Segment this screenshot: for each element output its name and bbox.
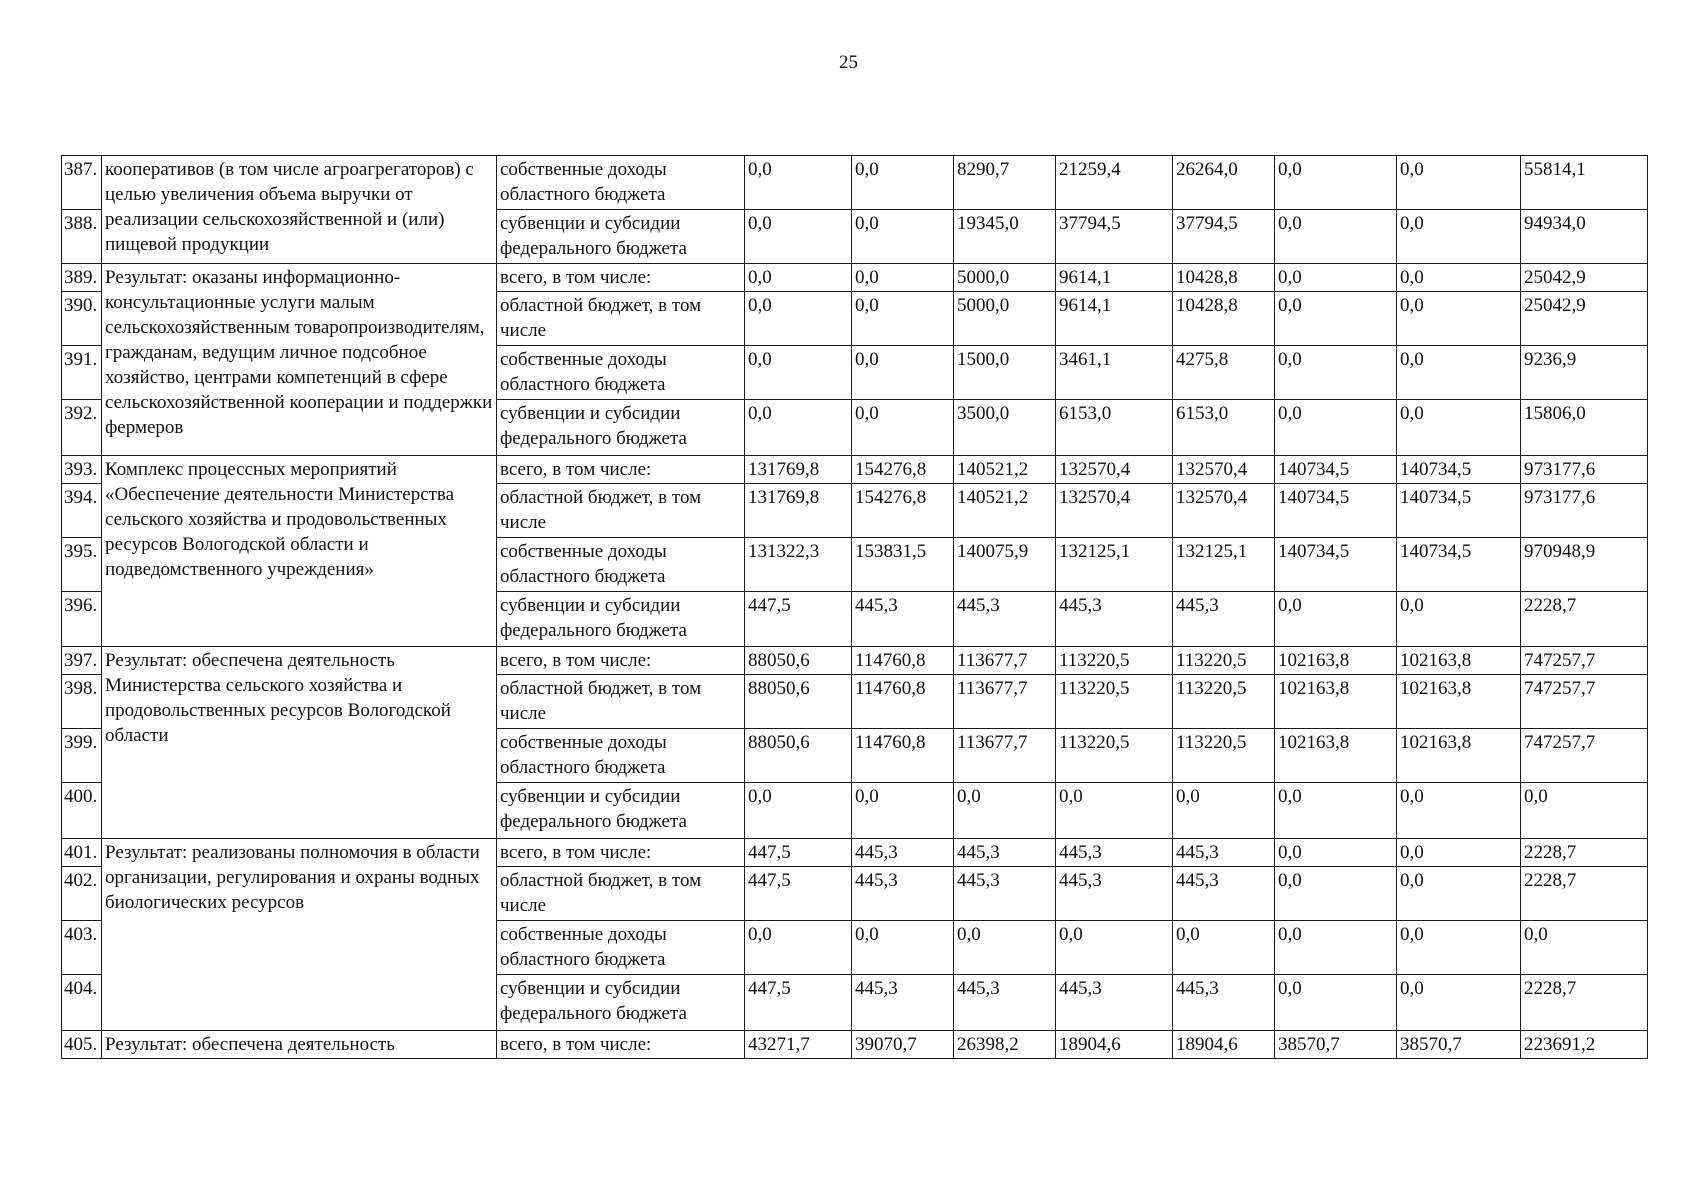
- total-cell: 25042,9: [1521, 264, 1648, 292]
- row-number: 390.: [62, 292, 102, 346]
- value-cell: 0,0: [1275, 839, 1397, 867]
- table-row: [62, 839, 1648, 867]
- value-cell: 9614,1: [1056, 264, 1173, 292]
- value-cell: 132570,4: [1173, 484, 1275, 538]
- value-cell: 132570,4: [1056, 456, 1173, 484]
- value-cell: 26264,0: [1173, 156, 1275, 210]
- value-cell: 140734,5: [1275, 484, 1397, 538]
- row-number: 405.: [62, 1031, 102, 1059]
- value-cell: 154276,8: [852, 484, 954, 538]
- value-cell: 0,0: [1397, 975, 1521, 1031]
- value-cell: 0,0: [1275, 592, 1397, 647]
- value-cell: 445,3: [852, 975, 954, 1031]
- value-cell: 102163,8: [1397, 675, 1521, 729]
- value-cell: 102163,8: [1275, 675, 1397, 729]
- value-cell: 0,0: [1056, 921, 1173, 975]
- value-cell: 0,0: [1275, 210, 1397, 264]
- value-cell: 0,0: [1397, 400, 1521, 456]
- value-cell: 0,0: [745, 346, 852, 400]
- value-cell: 0,0: [1397, 839, 1521, 867]
- value-cell: 445,3: [954, 867, 1056, 921]
- value-cell: 102163,8: [1397, 729, 1521, 783]
- value-cell: 18904,6: [1056, 1031, 1173, 1059]
- funding-source: собственные доходы областного бюджета: [497, 729, 745, 783]
- value-cell: 0,0: [954, 783, 1056, 839]
- group-description: Результат: реализованы полномочия в области организации, регулирования и охраны водных биологических ресурсов: [102, 839, 497, 1031]
- value-cell: 10428,8: [1173, 264, 1275, 292]
- value-cell: 447,5: [745, 975, 852, 1031]
- table-row: [62, 156, 1648, 210]
- value-cell: 113220,5: [1056, 647, 1173, 675]
- value-cell: 0,0: [852, 210, 954, 264]
- value-cell: 445,3: [852, 867, 954, 921]
- value-cell: 102163,8: [1275, 729, 1397, 783]
- row-number: 398.: [62, 675, 102, 729]
- value-cell: 21259,4: [1056, 156, 1173, 210]
- table-row: [62, 647, 1648, 675]
- value-cell: 445,3: [1173, 839, 1275, 867]
- value-cell: 132125,1: [1173, 538, 1275, 592]
- row-number: 403.: [62, 921, 102, 975]
- value-cell: 0,0: [745, 156, 852, 210]
- value-cell: 447,5: [745, 867, 852, 921]
- row-number: 400.: [62, 783, 102, 839]
- value-cell: 445,3: [954, 975, 1056, 1031]
- funding-source: субвенции и субсидии федерального бюджета: [497, 210, 745, 264]
- row-number: 399.: [62, 729, 102, 783]
- value-cell: 113220,5: [1173, 675, 1275, 729]
- value-cell: 3500,0: [954, 400, 1056, 456]
- value-cell: 0,0: [1397, 210, 1521, 264]
- total-cell: 223691,2: [1521, 1031, 1648, 1059]
- value-cell: 132570,4: [1173, 456, 1275, 484]
- value-cell: 3461,1: [1056, 346, 1173, 400]
- value-cell: 0,0: [1275, 292, 1397, 346]
- table-row: [62, 456, 1648, 484]
- value-cell: 0,0: [852, 346, 954, 400]
- value-cell: 0,0: [1397, 867, 1521, 921]
- group-description: Результат: обеспечена деятельность Министерства сельского хозяйства и продовольственных ресурсов Вологодской области: [102, 647, 497, 839]
- value-cell: 445,3: [1056, 592, 1173, 647]
- value-cell: 0,0: [1397, 264, 1521, 292]
- total-cell: 2228,7: [1521, 839, 1648, 867]
- total-cell: 747257,7: [1521, 647, 1648, 675]
- row-number: 392.: [62, 400, 102, 456]
- total-cell: 2228,7: [1521, 975, 1648, 1031]
- total-cell: 9236,9: [1521, 346, 1648, 400]
- value-cell: 88050,6: [745, 675, 852, 729]
- value-cell: 445,3: [1173, 975, 1275, 1031]
- value-cell: 102163,8: [1275, 647, 1397, 675]
- value-cell: 0,0: [1173, 783, 1275, 839]
- group-description: Результат: обеспечена деятельность: [102, 1031, 497, 1059]
- funding-source: всего, в том числе:: [497, 647, 745, 675]
- row-number: 394.: [62, 484, 102, 538]
- value-cell: 0,0: [1397, 592, 1521, 647]
- funding-source: собственные доходы областного бюджета: [497, 156, 745, 210]
- value-cell: 19345,0: [954, 210, 1056, 264]
- funding-source: всего, в том числе:: [497, 456, 745, 484]
- row-number: 395.: [62, 538, 102, 592]
- value-cell: 0,0: [1173, 921, 1275, 975]
- value-cell: 131769,8: [745, 484, 852, 538]
- value-cell: 140734,5: [1397, 456, 1521, 484]
- group-description: Результат: оказаны информационно-консультационные услуги малым сельскохозяйственным товаропроизводителям, гражданам, ведущим личное подсобное хозяйство, центрами компетенций в сфере сельскохозяйственной кооперации и поддержки фермеров: [102, 264, 497, 456]
- value-cell: 102163,8: [1397, 647, 1521, 675]
- value-cell: 140734,5: [1275, 456, 1397, 484]
- page-number: 25: [839, 52, 858, 73]
- value-cell: 10428,8: [1173, 292, 1275, 346]
- value-cell: 445,3: [1056, 975, 1173, 1031]
- funding-source: всего, в том числе:: [497, 1031, 745, 1059]
- row-number: 402.: [62, 867, 102, 921]
- value-cell: 445,3: [954, 839, 1056, 867]
- value-cell: 445,3: [1173, 592, 1275, 647]
- funding-source: собственные доходы областного бюджета: [497, 346, 745, 400]
- value-cell: 114760,8: [852, 647, 954, 675]
- funding-source: всего, в том числе:: [497, 839, 745, 867]
- funding-source: субвенции и субсидии федерального бюджета: [497, 400, 745, 456]
- value-cell: 132570,4: [1056, 484, 1173, 538]
- value-cell: 131769,8: [745, 456, 852, 484]
- value-cell: 1500,0: [954, 346, 1056, 400]
- funding-source: субвенции и субсидии федерального бюджета: [497, 592, 745, 647]
- value-cell: 0,0: [745, 264, 852, 292]
- value-cell: 447,5: [745, 839, 852, 867]
- funding-source: областной бюджет, в том числе: [497, 292, 745, 346]
- funding-source: областной бюджет, в том числе: [497, 484, 745, 538]
- row-number: 387.: [62, 156, 102, 210]
- value-cell: 140734,5: [1397, 484, 1521, 538]
- funding-source: собственные доходы областного бюджета: [497, 538, 745, 592]
- value-cell: 0,0: [1397, 783, 1521, 839]
- total-cell: 747257,7: [1521, 729, 1648, 783]
- value-cell: 5000,0: [954, 264, 1056, 292]
- total-cell: 0,0: [1521, 783, 1648, 839]
- value-cell: 88050,6: [745, 647, 852, 675]
- value-cell: 445,3: [852, 592, 954, 647]
- group-description: кооперативов (в том числе агроагрегаторов) с целью увеличения объема выручки от реализации сельскохозяйственной и (или) пищевой продукции: [102, 156, 497, 264]
- value-cell: 6153,0: [1056, 400, 1173, 456]
- value-cell: 154276,8: [852, 456, 954, 484]
- value-cell: 0,0: [1275, 867, 1397, 921]
- row-number: 389.: [62, 264, 102, 292]
- value-cell: 0,0: [745, 783, 852, 839]
- value-cell: 447,5: [745, 592, 852, 647]
- value-cell: 38570,7: [1275, 1031, 1397, 1059]
- value-cell: 37794,5: [1173, 210, 1275, 264]
- total-cell: 25042,9: [1521, 292, 1648, 346]
- row-number: 391.: [62, 346, 102, 400]
- value-cell: 0,0: [1056, 783, 1173, 839]
- value-cell: 0,0: [745, 400, 852, 456]
- row-number: 396.: [62, 592, 102, 647]
- total-cell: 747257,7: [1521, 675, 1648, 729]
- value-cell: 153831,5: [852, 538, 954, 592]
- value-cell: 0,0: [1275, 400, 1397, 456]
- total-cell: 94934,0: [1521, 210, 1648, 264]
- value-cell: 26398,2: [954, 1031, 1056, 1059]
- total-cell: 15806,0: [1521, 400, 1648, 456]
- total-cell: 973177,6: [1521, 484, 1648, 538]
- value-cell: 39070,7: [852, 1031, 954, 1059]
- value-cell: 132125,1: [1056, 538, 1173, 592]
- table-row: [62, 264, 1648, 292]
- value-cell: 445,3: [852, 839, 954, 867]
- total-cell: 2228,7: [1521, 592, 1648, 647]
- value-cell: 113220,5: [1173, 647, 1275, 675]
- value-cell: 0,0: [1397, 292, 1521, 346]
- value-cell: 0,0: [852, 156, 954, 210]
- value-cell: 88050,6: [745, 729, 852, 783]
- value-cell: 0,0: [1397, 921, 1521, 975]
- total-cell: 2228,7: [1521, 867, 1648, 921]
- row-number: 404.: [62, 975, 102, 1031]
- value-cell: 8290,7: [954, 156, 1056, 210]
- value-cell: 0,0: [745, 921, 852, 975]
- value-cell: 445,3: [1056, 839, 1173, 867]
- value-cell: 113677,7: [954, 675, 1056, 729]
- total-cell: 55814,1: [1521, 156, 1648, 210]
- value-cell: 5000,0: [954, 292, 1056, 346]
- row-number: 393.: [62, 456, 102, 484]
- total-cell: 0,0: [1521, 921, 1648, 975]
- value-cell: 0,0: [1275, 346, 1397, 400]
- value-cell: 0,0: [852, 292, 954, 346]
- value-cell: 140521,2: [954, 456, 1056, 484]
- value-cell: 0,0: [852, 921, 954, 975]
- value-cell: 0,0: [1397, 156, 1521, 210]
- value-cell: 445,3: [1173, 867, 1275, 921]
- value-cell: 113220,5: [1056, 729, 1173, 783]
- value-cell: 113677,7: [954, 729, 1056, 783]
- row-number: 388.: [62, 210, 102, 264]
- value-cell: 114760,8: [852, 729, 954, 783]
- total-cell: 973177,6: [1521, 456, 1648, 484]
- value-cell: 9614,1: [1056, 292, 1173, 346]
- value-cell: 43271,7: [745, 1031, 852, 1059]
- value-cell: 0,0: [852, 400, 954, 456]
- funding-source: областной бюджет, в том числе: [497, 675, 745, 729]
- value-cell: 140075,9: [954, 538, 1056, 592]
- value-cell: 0,0: [1275, 975, 1397, 1031]
- value-cell: 140521,2: [954, 484, 1056, 538]
- total-cell: 970948,9: [1521, 538, 1648, 592]
- value-cell: 0,0: [852, 783, 954, 839]
- value-cell: 0,0: [745, 210, 852, 264]
- row-number: 397.: [62, 647, 102, 675]
- value-cell: 0,0: [1275, 783, 1397, 839]
- value-cell: 114760,8: [852, 675, 954, 729]
- funding-source: субвенции и субсидии федерального бюджета: [497, 783, 745, 839]
- value-cell: 0,0: [1275, 921, 1397, 975]
- value-cell: 0,0: [1275, 264, 1397, 292]
- value-cell: 18904,6: [1173, 1031, 1275, 1059]
- value-cell: 131322,3: [745, 538, 852, 592]
- value-cell: 0,0: [852, 264, 954, 292]
- value-cell: 4275,8: [1173, 346, 1275, 400]
- value-cell: 0,0: [1275, 156, 1397, 210]
- funding-source: областной бюджет, в том числе: [497, 867, 745, 921]
- value-cell: 113677,7: [954, 647, 1056, 675]
- value-cell: 38570,7: [1397, 1031, 1521, 1059]
- funding-source: всего, в том числе:: [497, 264, 745, 292]
- value-cell: 445,3: [1056, 867, 1173, 921]
- value-cell: 0,0: [745, 292, 852, 346]
- value-cell: 0,0: [1397, 346, 1521, 400]
- group-description: Комплекс процессных мероприятий «Обеспечение деятельности Министерства сельского хозяйства и продовольственных ресурсов Вологодской области и подведомственного учреждения»: [102, 456, 497, 647]
- value-cell: 445,3: [954, 592, 1056, 647]
- value-cell: 113220,5: [1173, 729, 1275, 783]
- value-cell: 37794,5: [1056, 210, 1173, 264]
- value-cell: 0,0: [954, 921, 1056, 975]
- value-cell: 113220,5: [1056, 675, 1173, 729]
- value-cell: 140734,5: [1397, 538, 1521, 592]
- value-cell: 6153,0: [1173, 400, 1275, 456]
- funding-source: субвенции и субсидии федерального бюджета: [497, 975, 745, 1031]
- row-number: 401.: [62, 839, 102, 867]
- funding-source: собственные доходы областного бюджета: [497, 921, 745, 975]
- value-cell: 140734,5: [1275, 538, 1397, 592]
- table-row: [62, 1031, 1648, 1059]
- budget-table: [61, 155, 1648, 1059]
